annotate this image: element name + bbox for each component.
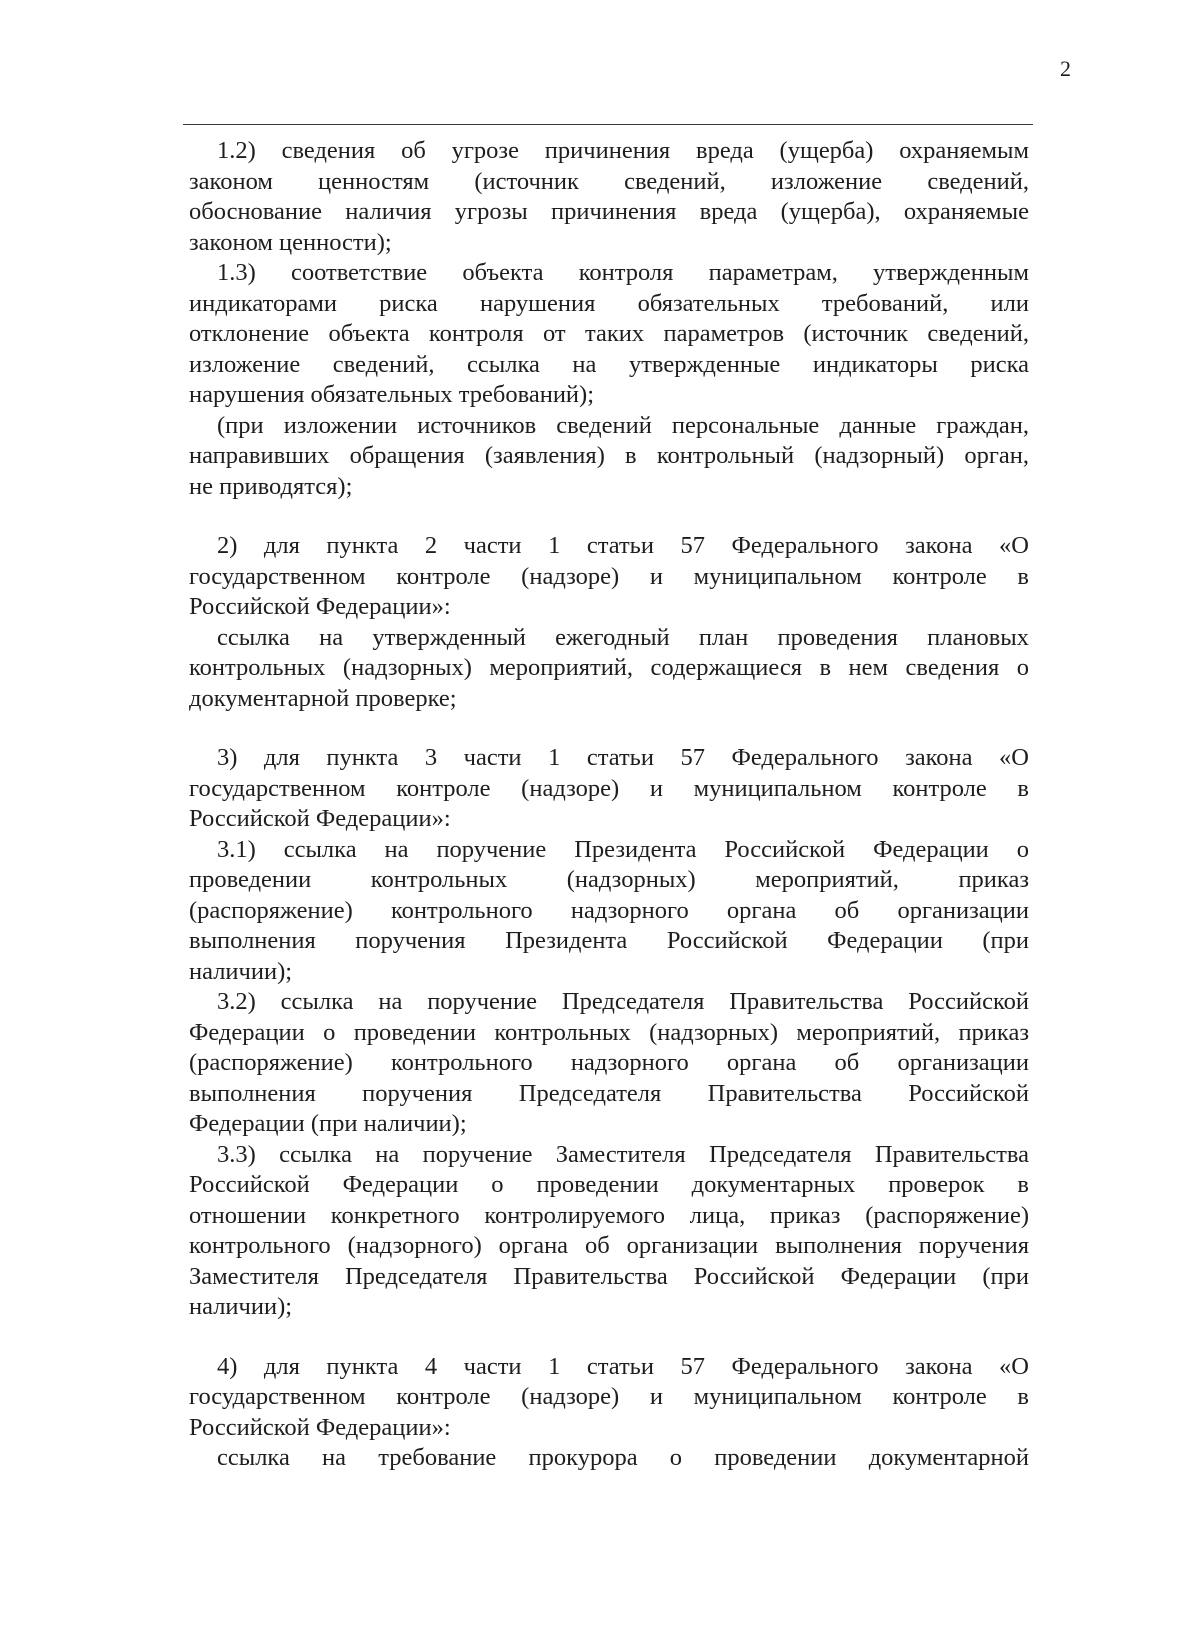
document-body: [189, 136, 1029, 1474]
paragraph-3-2: [189, 987, 1029, 1140]
text-line: 1.2) сведения об угрозе причинения вреда (ущерба) охраняемым: [217, 137, 1029, 164]
paragraph-gap: [189, 502, 1029, 531]
text-line: Федерации (при наличии);: [189, 1110, 467, 1137]
header-rule: [183, 124, 1033, 125]
text-line: контрольного (надзорного) органа об организации выполнения поручения: [189, 1232, 1029, 1259]
text-line: нарушения обязательных требований);: [189, 381, 595, 408]
text-line: (распоряжение) контрольного надзорного органа об организации: [189, 1049, 1029, 1076]
text-line: законом ценности);: [189, 228, 392, 256]
text-line: наличии);: [189, 957, 293, 985]
text-line: Российской Федерации»:: [189, 805, 451, 832]
text-line: (при изложении источников сведений персональные данные граждан,: [217, 411, 1029, 439]
paragraph-gap: [189, 1323, 1029, 1352]
text-line: выполнения поручения Президента Российской Федерации (при: [189, 927, 1029, 954]
text-line: государственном контроле (надзоре) и муниципальном контроле в: [189, 1383, 1029, 1410]
text-line: ссылка на требование прокурора о проведении документарной: [217, 1444, 1029, 1471]
text-line: отклонение объекта контроля от таких параметров (источник сведений,: [189, 320, 1029, 347]
text-line: проведении контрольных (надзорных) мероприятий, приказ: [189, 866, 1029, 893]
text-line: 4) для пункта 4 части 1 статьи 57 Федерального закона «О: [217, 1352, 1029, 1380]
paragraph-gap: [189, 714, 1029, 743]
text-line: отношении конкретного контролируемого лица, приказ (распоряжение): [189, 1201, 1029, 1229]
text-line: 3.2) ссылка на поручение Председателя Правительства Российской: [217, 988, 1029, 1015]
paragraph-1-2: [189, 136, 1029, 258]
text-line: Российской Федерации о проведении документарных проверок в: [189, 1171, 1029, 1198]
paragraph-4-text: [189, 1443, 1029, 1474]
text-line: документарной проверке;: [189, 684, 457, 712]
text-line: 1.3) соответствие объекта контроля параметрам, утвержденным: [217, 259, 1029, 286]
paragraph-personal-data-note: [189, 411, 1029, 503]
text-line: 3.3) ссылка на поручение Заместителя Председателя Правительства: [217, 1140, 1029, 1168]
text-line: наличии);: [189, 1293, 293, 1320]
text-line: Российской Федерации»:: [189, 1413, 451, 1441]
text-line: не приводятся);: [189, 472, 353, 500]
text-line: 3.1) ссылка на поручение Президента Российской Федерации о: [217, 835, 1029, 863]
text-line: обоснование наличия угрозы причинения вреда (ущерба), охраняемые: [189, 198, 1029, 225]
text-line: государственном контроле (надзоре) и муниципальном контроле в: [189, 562, 1029, 590]
text-line: законом ценностям (источник сведений, изложение сведений,: [189, 167, 1029, 195]
text-line: изложение сведений, ссылка на утвержденные индикаторы риска: [189, 350, 1029, 378]
text-line: индикаторами риска нарушения обязательных требований, или: [189, 289, 1029, 317]
paragraph-3-1: [189, 835, 1029, 988]
text-line: выполнения поручения Председателя Правительства Российской: [189, 1079, 1029, 1107]
paragraph-3: [189, 743, 1029, 835]
text-line: Федерации о проведении контрольных (надзорных) мероприятий, приказ: [189, 1018, 1029, 1046]
text-line: ссылка на утвержденный ежегодный план проведения плановых: [217, 623, 1029, 651]
text-line: (распоряжение) контрольного надзорного органа об организации: [189, 896, 1029, 924]
paragraph-2: [189, 531, 1029, 623]
paragraph-1-3: [189, 258, 1029, 411]
text-line: государственном контроле (надзоре) и муниципальном контроле в: [189, 774, 1029, 802]
text-line: направивших обращения (заявления) в контрольный (надзорный) орган,: [189, 442, 1029, 469]
text-line: Российской Федерации»:: [189, 593, 451, 620]
paragraph-3-3: [189, 1140, 1029, 1323]
paragraph-4: [189, 1352, 1029, 1444]
text-line: Заместителя Председателя Правительства Российской Федерации (при: [189, 1262, 1029, 1290]
paragraph-2-text: [189, 623, 1029, 715]
page-number: 2: [1060, 56, 1071, 81]
text-line: контрольных (надзорных) мероприятий, содержащиеся в нем сведения о: [189, 654, 1029, 681]
text-line: 3) для пункта 3 части 1 статьи 57 Федерального закона «О: [217, 744, 1029, 771]
text-line: 2) для пункта 2 части 1 статьи 57 Федерального закона «О: [217, 532, 1029, 559]
